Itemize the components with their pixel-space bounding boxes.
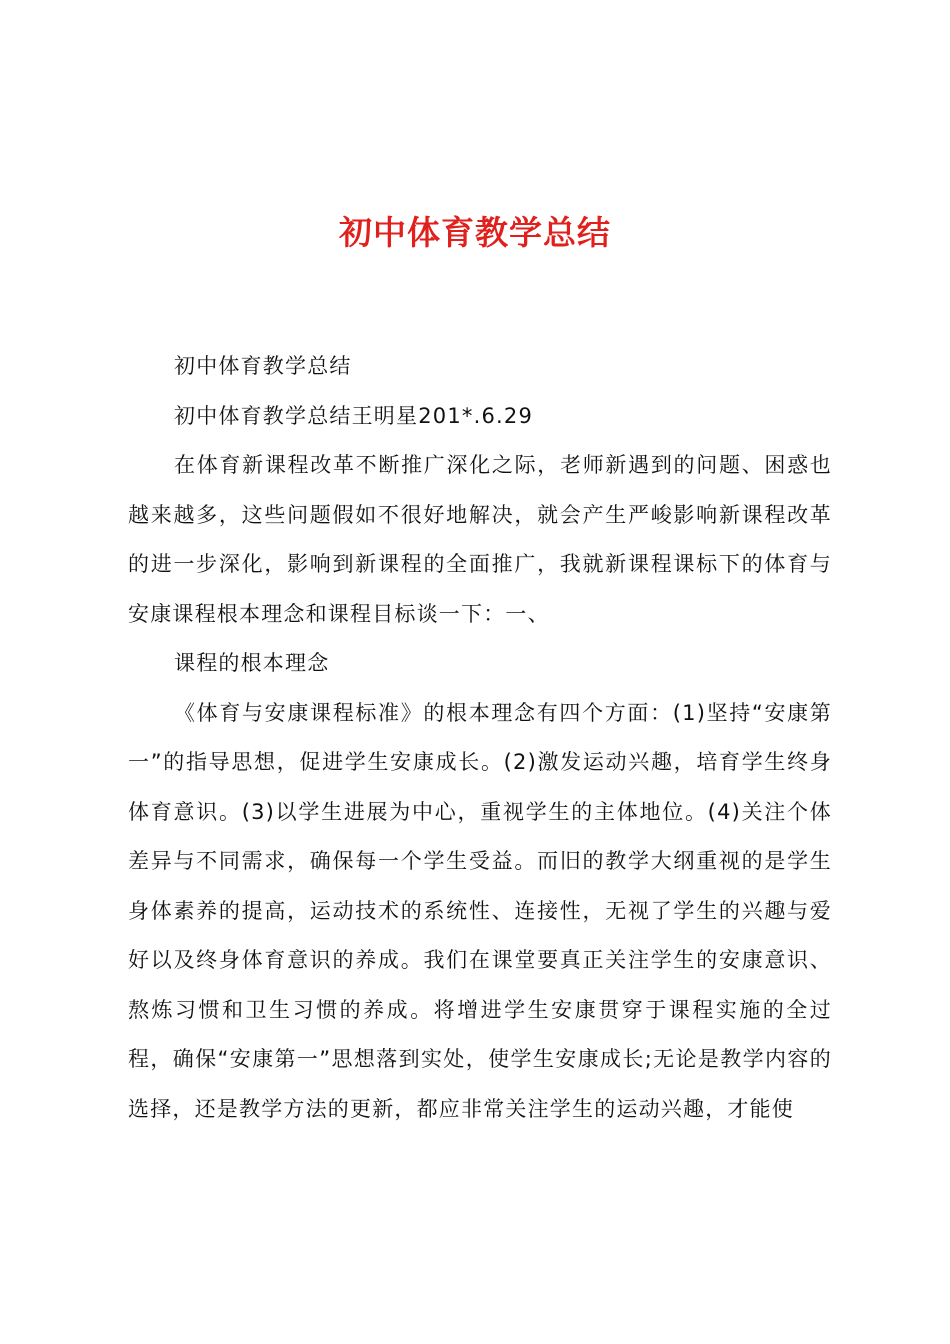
paragraph-body: 《体育与安康课程标准》的根本理念有四个方面：(1)坚持“安康第一”的指导思想，促进学生安康成长。(2)激发运动兴趣，培育学生终身体育意识。(3)以学生进展为中心，重视学生的主体地位。(4)关注个体差异与不同需求，确保每一个学生受益。而旧的教学大纲重视的是学生身体素养的提高，运动技术的系统性、连接性，无视了学生的兴趣与爱好以及终身体育意识的养成。我们在课堂要真正关注学生的安康意识、熬炼习惯和卫生习惯的养成。将增进学生安康贯穿于课程实施的全过程，确保“安康第一”思想落到实处，使学生安康成长;无论是教学内容的选择，还是教学方法的更新，都应非常关注学生的运动兴趣，才能使: [128, 700, 832, 1121]
paragraph-author-date: 初中体育教学总结王明星201*.6.29: [174, 403, 534, 428]
document-body: [128, 342, 832, 1134]
paragraph-heading: 初中体育教学总结: [174, 354, 352, 378]
paragraph-section-heading: 课程的根本理念: [174, 651, 330, 675]
paragraph-intro: 在体育新课程改革不断推广深化之际，老师新遇到的问题、困惑也越来越多，这些问题假如不很好地解决，就会产生严峻影响新课程改革的进一步深化，影响到新课程的全面推广，我就新课程课标下的体育与安康课程根本理念和课程目标谈一下：一、: [128, 453, 832, 626]
document-title: 初中体育教学总结: [339, 213, 611, 252]
